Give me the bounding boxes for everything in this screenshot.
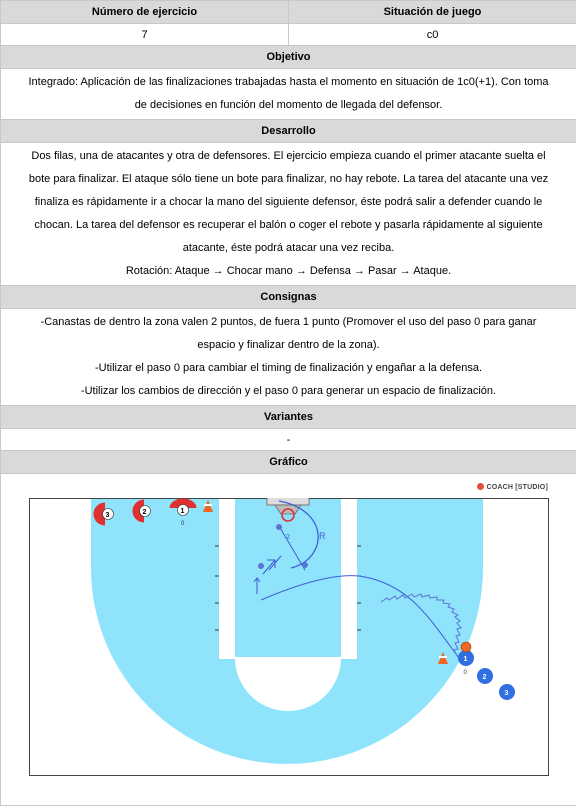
logo-icon [477,483,484,490]
basketball-icon [461,642,471,652]
desarrollo-line: bote para finalizar. El ataque sólo tiene un bote para finalizar, no hay rebote. La tarea del atacante una vez [28,173,549,185]
logo-text: COACH [486,484,514,491]
objetivo-text [1,69,576,120]
defender-zero: 0 [181,521,185,527]
paint-inner [235,499,341,657]
coach-studio-logo [477,483,548,491]
attacker-2 [477,668,493,684]
screen-dot [302,562,308,568]
situation-header: Situación de juego [289,1,576,24]
attacker-zero: 0 [463,670,467,676]
defender-3-label: 3 [105,512,110,519]
desarrollo-text [1,143,576,286]
court-diagram [29,498,549,776]
defender-2-label: 2 [142,509,147,516]
attacker-1-label: 1 [463,656,468,663]
objetivo-title: Objetivo [1,46,576,69]
variantes-value: - [1,429,576,451]
situation-value: c0 [289,24,576,46]
desarrollo-line: chocan. La tarea del defensor es recuperar el balón o coger el rebote y pasarla rápidamente al siguiente [34,219,543,231]
desarrollo-line: finaliza es rápidamente ir a chocar la mano del siguiente defensor, éste podrá salir a defender cuando le [34,196,543,208]
logo-suffix: [STUDIO] [515,484,548,491]
marker-r: R [319,531,326,541]
variantes-title: Variantes [1,406,576,429]
screen-dot [258,563,264,569]
consignas-title: Consignas [1,286,576,309]
desarrollo-line: Rotación: Ataque → Chocar mano → Defensa → Pasar → Ataque. [125,265,452,277]
marker-2: 2 [286,534,290,541]
desarrollo-line: atacante, éste podrá atacar una vez reciba. [182,242,395,254]
objetivo-line: Integrado: Aplicación de las finalizaciones trabajadas hasta el momento en situación de 1c0(+1). Con toma [28,76,549,88]
exercise-number-header: Número de ejercicio [1,1,289,24]
objetivo-line: de decisiones en función del momento de llegada del defensor. [134,99,443,111]
exercise-number-value: 7 [1,24,289,46]
grafico-title: Gráfico [1,451,576,474]
consignas-text [1,309,576,406]
graphic-cell [1,474,576,806]
defender-1-label: 1 [180,508,185,515]
attacker-3-label: 3 [504,690,509,697]
attacker-2-label: 2 [482,674,487,681]
desarrollo-title: Desarrollo [1,120,576,143]
screen-dot [276,524,282,530]
desarrollo-line: Dos filas, una de atacantes y otra de defensores. El ejercicio empieza cuando el primer atacante suelta el [31,150,546,162]
consignas-line: -Utilizar los cambios de dirección y el paso 0 para generar un espacio de finalización. [80,385,497,397]
consignas-line: espacio y finalizar dentro de la zona). [197,339,380,351]
attacker-3 [499,684,515,700]
consignas-line: -Utilizar el paso 0 para cambiar el timing de finalización y engañar a la defensa. [94,362,483,374]
consignas-line: -Canastas de dentro la zona valen 2 puntos, de fuera 1 punto (Promover el uso del paso 0 para ganar [40,316,537,328]
